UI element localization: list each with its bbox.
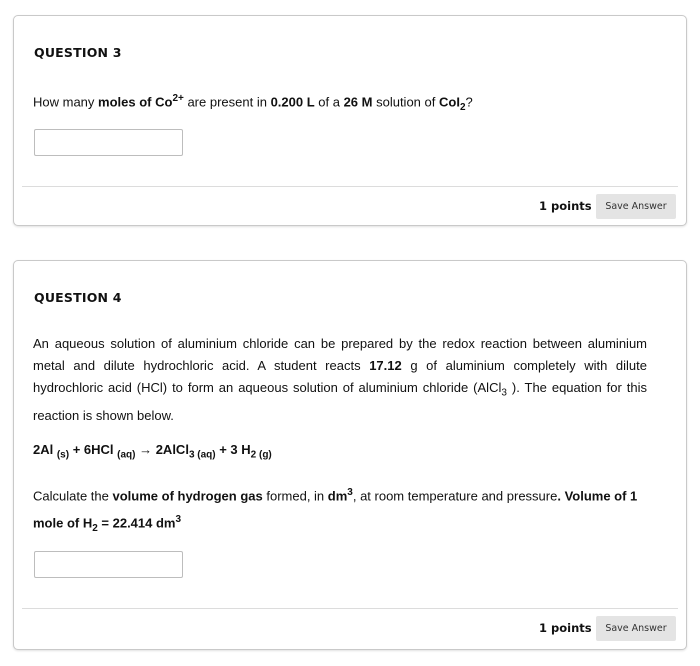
points-label: 1 points	[539, 199, 592, 213]
question-4-card	[13, 260, 687, 650]
question-3-card	[13, 15, 687, 226]
question-prompt: Calculate the volume of hydrogen gas formed, in $dm^3$, at room temperature and pressure. Volume of 1 mole of $H_2 = 22.414$ $dm^3$	[33, 487, 638, 535]
chemical-equation: 2Al $_{(s)}$ + 6HCl $_{(aq)}$ → 2AlCl$_3$ $_{(aq)}$ + 3 $H_2$ $_{(g)}$	[33, 442, 272, 461]
divider	[22, 186, 678, 187]
divider	[22, 608, 678, 609]
question-title: QUESTION 3	[34, 45, 122, 60]
question-text: How many moles of $Co^{2+}$ are present in 0.200 L of a 26 M solution of CoI$_2$?	[33, 93, 473, 113]
save-answer-button[interactable]: Save Answer	[596, 616, 676, 641]
question-paragraph: An aqueous solution of aluminium chloride can be prepared by the redox reaction between aluminium metal and dilute hydrochloric acid. A student reacts 17.12 g of aluminium completely with dilute hydrochloric acid (HCl) to form an aqueous solution of aluminium chloride (AlCl$_3$ ). The equation for this reaction is shown below.	[33, 336, 648, 423]
save-answer-button[interactable]: Save Answer	[596, 194, 676, 219]
points-label: 1 points	[539, 621, 592, 635]
answer-input[interactable]	[34, 551, 183, 578]
question-title: QUESTION 4	[34, 290, 122, 305]
answer-input[interactable]	[34, 129, 183, 156]
